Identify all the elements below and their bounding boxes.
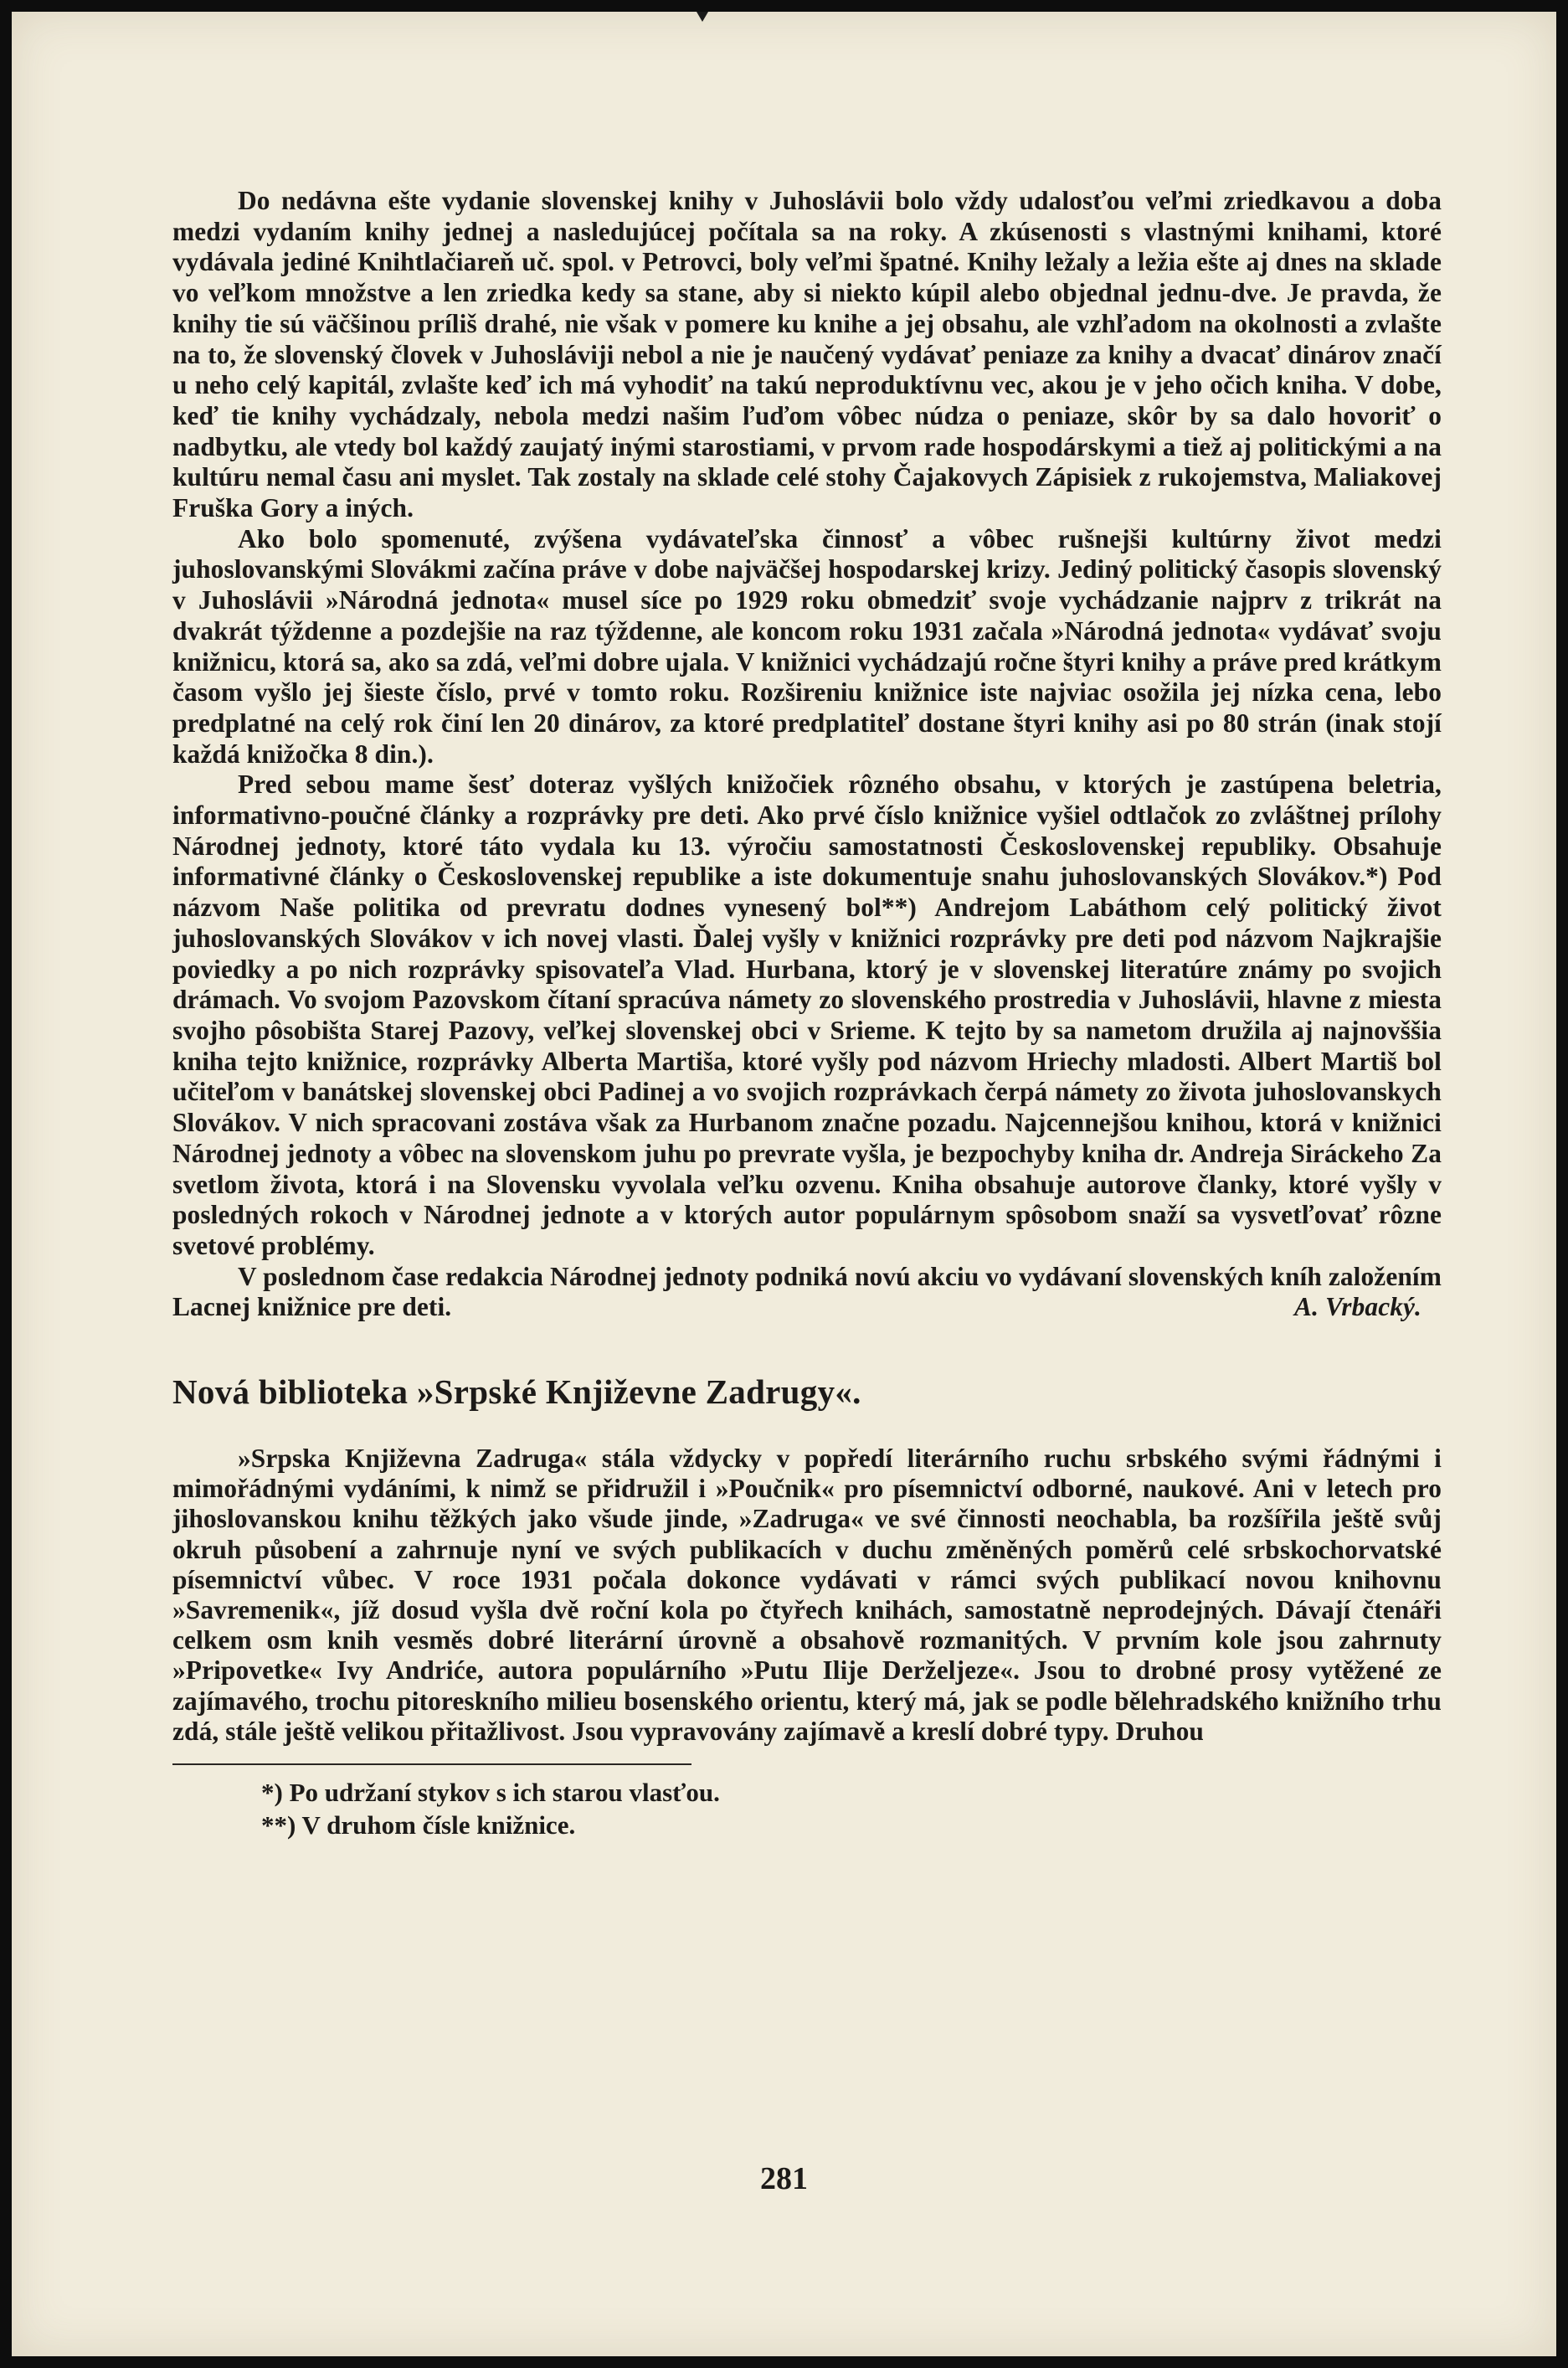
article1-paragraph-4: [172, 1262, 1442, 1323]
article1-paragraph-3: Pred sebou mame šesť doteraz vyšlých knižočiek rôzného obsahu, v ktorých je zastúpena beletria, informativno-poučné články a rozprávky pre deti. Ako prvé číslo knižnice vyšiel odtlačok zo zvláštnej prílohy Národnej jednoty, ktoré táto vydala ku 13. výročiu samostatnosti Československej republiky. Obsahuje informativné články o Československej republike a iste dokumentuje snahu juhoslovanských Slovákov.*) Pod názvom Naše politika od prevratu dodnes vynesený bol**) Andrejom Labáthom celý politický život juhoslovanských Slovákov v ich novej vlasti. Ďalej vyšly v knižnici rozprávky pre deti pod názvom Najkrajšie poviedky a po nich rozprávky spisovateľa Vlad. Hurbana, ktorý je v slovenskej literatúre známy po svojich drámach. Vo svojom Pazovskom čítaní spracúva námety zo slovenského prostredia v Juhoslávii, hlavne z miesta svojho pôsobišta Starej Pazovy, veľkej slovenskej obci v Srieme. K tejto by sa nametom družila aj najnovššia kniha tejto knižnice, rozprávky Alberta Martiša, ktoré vyšly pod názvom Hriechy mladosti. Albert Martiš bol učiteľom v banátskej slovenskej obci Padinej a vo svojich rozprávkach čerpá námety zo života juhoslovanskych Slovákov. V nich spracovani zostáva však za Hurbanom značne pozadu. Najcennejšou knihou, ktorá v knižnici Národnej jednoty a vôbec na slovenskom juhu po prevrate vyšla, je bezpochyby kniha dr. Andreja Siráckeho Za svetlom života, ktorá i na Slovensku vyvolala veľku ozvenu. Kniha obsahuje autorove članky, ktoré vyšly v posledných rokoch v Národnej jednote a v ktorých autor populárnym spôsobom snaží sa vysvetľovať rôzne svetové problémy.: [172, 770, 1442, 1260]
article2-paragraph: »Srpska Književna Zadruga« stála vždycky v popředí literárního ruchu srbského svými řádnými i mimořádnými vydáními, k nimž se přidružil i »Poučnik« pro písemnictví odborné, naukové. Ani v letech pro jihoslovanskou knihu těžkých jako všude jinde, »Zadruga« ve své činnosti neochabla, ba rozšířila ještě svůj okruh působení a zahrnuje nyní ve svých publikacích v duchu změněných poměrů celé srbskochorvatské písemnictví vůbec. V roce 1931 počala dokonce vydávati v rámci svých publikací novou knihovnu »Savremenik«, jíž dosud vyšla dvě roční kola po čtyřech knihách, samostatně neprodejných. Dávají čtenáři celkem osm knih vesměs dobré literární úrovně a obsahově rozmanitých. V prvním kole jsou zahrnuty »Pripovetke« Ivy Andriće, autora populárního »Putu Ilije Derželjeze«. Jsou to drobné prosy vytěžené ze zajímavého, trochu pitoreskního milieu bosenského orientu, který má, jak se podle bělehradského knižního trhu zdá, stále ještě velikou přitažlivost. Jsou vypravovány zajímavě a kreslí dobré typy. Druhou: [172, 1444, 1442, 1746]
footnote-2: [172, 1809, 1442, 1840]
article1-paragraph-1: Do nedávna ešte vydanie slovenskej knihy v Juhoslávii bolo vždy udalosťou veľmi zriedkavou a doba medzi vydaním knihy jednej a nasledujúcej počítala sa na roky. A zkúsenosti s vlastnými knihami, ktoré vydávala jediné Knihtlačiareň uč. spol. v Petrovci, boly veľmi špatné. Knihy ležaly a ležia ešte aj dnes na sklade vo veľkom množstve a len zriedka kedy sa stane, aby si niekto kúpil alebo objednal jednu-dve. Je pravda, že knihy tie sú väčšinou príliš drahé, nie však v pomere ku knihe a jej obsahu, ale vzhľadom na okolnosti a zvlašte na to, že slovenský človek v Juhosláviji nebol a nie je naučený vydávať peniaze za knihy a dvacať dinárov značí u neho celý kapitál, zvlašte keď ich má vyhodiť na takú neproduktívnu vec, akou je v jeho očich kniha. V dobe, keď tie knihy vychádzaly, nebola medzi našim ľuďom vôbec núdza o peniaze, skôr by sa dalo hovoriť o nadbytku, ale vtedy bol každý zaujatý inými starostiami, v prvom rade hospodárskymi a tiež aj politickými a na kultúru nemal času ani myslet. Tak zostaly na sklade celé stohy Čajakovych Zápisiek z rukojemstva, Maliakovej Fruška Gory a iných.: [172, 186, 1442, 523]
footnote-2-text: V druhom čísle knižnice.: [301, 1810, 576, 1840]
footnote-1: [172, 1777, 1442, 1808]
page-content: [172, 186, 1442, 1842]
footnote-divider: [172, 1763, 691, 1765]
footnote-1-text: Po udržaní stykov s ich starou vlasťou.: [289, 1778, 720, 1808]
article1-paragraph-4-text: V poslednom čase redakcia Národnej jednoty podniká novú akciu vo vydávaní slovenských kníh založením Lacnej knižnice pre deti.: [172, 1261, 1442, 1322]
document-page: [12, 12, 1556, 2356]
author-signature: A. Vrbacký.: [1294, 1292, 1421, 1322]
page-number: 281: [760, 2161, 808, 2196]
article1-paragraph-2: Ako bolo spomenuté, zvýšena vydávateľska činnosť a vôbec rušnejši kultúrny život medzi juhoslovanskými Slovákmi začína práve v dobe najväčšej hospodarskej krizy. Jediný politický časopis slovenský v Juhoslávii »Národná jednota« musel síce po 1929 roku obmedziť svoje vychádzanie najprv z trikrát na dvakrát týždenne a pozdejšie na raz týždenne, ale koncom roku 1931 začala »Národná jednota« vydávať svoju knižnicu, ktorá sa, ako sa zdá, veľmi dobre ujala. V knižnici vychádzajú ročne štyri knihy a práve pred krátkym časom vyšlo jej šieste číslo, prvé v tomto roku. Rozšireniu knižnice iste najviac osožila jej nízka cena, lebo predplatné na celý rok činí len 20 dinárov, za ktoré predplatiteľ dostane štyri knihy asi po 80 strán (inak stojí každá knižočka 8 din.).: [172, 523, 1442, 769]
footnote-2-mark: **): [261, 1810, 296, 1840]
footnote-1-mark: *): [261, 1778, 283, 1808]
article2-heading: Nová biblioteka »Srpské Književne Zadrugy«.: [172, 1372, 861, 1412]
binding-mark: [697, 12, 708, 22]
